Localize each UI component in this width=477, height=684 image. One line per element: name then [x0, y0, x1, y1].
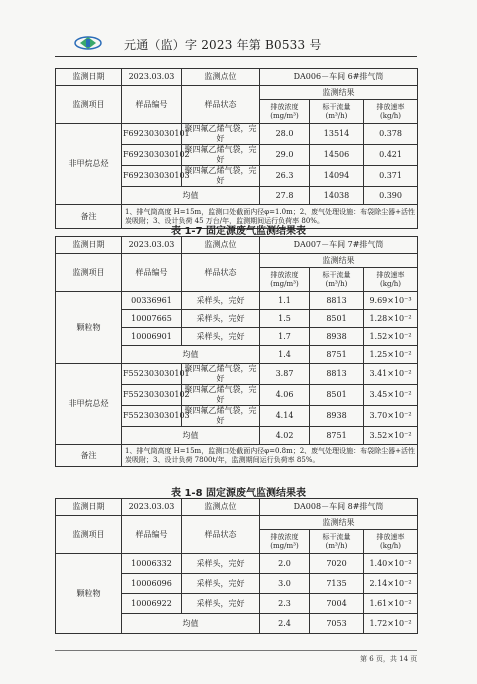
label-date: 监测日期: [56, 237, 122, 254]
col-rate: [364, 268, 418, 292]
conc-value: 2.3: [260, 594, 310, 614]
col-flow: [310, 100, 364, 124]
remark-label: 备注: [56, 205, 122, 229]
conc-value: 1.7: [260, 328, 310, 346]
col-flow: [310, 268, 364, 292]
point-value: DA007－车间 7#排气筒: [260, 237, 418, 254]
col-rate-unit: (kg/h): [379, 111, 402, 120]
label-item: 监测项目: [56, 516, 122, 554]
conc-value: 4.06: [260, 385, 310, 406]
flow-value: 8938: [310, 406, 364, 427]
label-state: 样品状态: [182, 86, 260, 124]
col-flow-unit: (m³/h): [325, 111, 348, 120]
sample-state: 聚四氟乙烯气袋，完好: [182, 406, 260, 427]
sample-state: 采样头，完好: [182, 292, 260, 310]
col-conc-label: 排放浓度: [270, 270, 299, 279]
col-rate-label: 排放速率: [376, 102, 405, 111]
document-number: 元通（监）字 2023 年第 B0533 号: [124, 38, 322, 52]
col-rate-unit: (kg/h): [379, 279, 402, 288]
conc-value: 4.14: [260, 406, 310, 427]
label-point: 监测点位: [182, 237, 260, 254]
sample-no: 10006922: [122, 594, 182, 614]
avg-flow: 8751: [310, 346, 364, 364]
table-da008: [55, 498, 418, 634]
rate-value: 1.40×10⁻²: [364, 554, 418, 574]
flow-value: 8938: [310, 328, 364, 346]
sample-no: 10006901: [122, 328, 182, 346]
label-item: 监测项目: [56, 86, 122, 124]
sample-state: 聚四氟乙烯气袋，完好: [182, 145, 260, 166]
rate-value: 3.41×10⁻²: [364, 364, 418, 385]
table-da006: [55, 68, 418, 229]
sample-state: 采样头，完好: [182, 574, 260, 594]
avg-rate: 1.25×10⁻²: [364, 346, 418, 364]
table-caption-1-7: 表 1-7 固定源废气监测结果表: [170, 226, 307, 237]
header-divider: [55, 56, 417, 57]
flow-value: 8501: [310, 385, 364, 406]
label-state: 样品状态: [182, 516, 260, 554]
col-conc-unit: (mg/m³): [270, 541, 299, 550]
flow-value: 8813: [310, 292, 364, 310]
col-flow-label: 标干流量: [322, 532, 351, 541]
col-conc: [260, 100, 310, 124]
avg-conc: 2.4: [260, 614, 310, 634]
col-conc: [260, 268, 310, 292]
avg-rate: 1.72×10⁻²: [364, 614, 418, 634]
rate-value: 0.371: [364, 166, 418, 187]
point-value: DA006－车间 6#排气筒: [260, 69, 418, 86]
sample-state: 采样头，完好: [182, 594, 260, 614]
sample-no: 10007665: [122, 310, 182, 328]
label-sample-no: 样品编号: [122, 254, 182, 292]
table-caption-1-8: 表 1-8 固定源废气监测结果表: [170, 488, 307, 499]
sample-no: F552303030101: [122, 364, 182, 385]
rate-value: 9.69×10⁻³: [364, 292, 418, 310]
flow-value: 14094: [310, 166, 364, 187]
col-flow-label: 标干流量: [322, 102, 351, 111]
col-rate-unit: (kg/h): [379, 541, 402, 550]
avg-rate: 0.390: [364, 187, 418, 205]
item-name: 颗粒物: [56, 292, 122, 364]
item-name: 颗粒物: [56, 554, 122, 634]
sample-no: F692303030103: [122, 166, 182, 187]
sample-state: 采样头，完好: [182, 310, 260, 328]
sample-state: 聚四氟乙烯气袋，完好: [182, 385, 260, 406]
rate-value: 0.421: [364, 145, 418, 166]
rate-value: 0.378: [364, 124, 418, 145]
date-value: 2023.03.03: [122, 499, 182, 516]
label-result: 监测结果: [260, 516, 418, 530]
table-row: [56, 124, 418, 145]
sample-no: 10006096: [122, 574, 182, 594]
sample-state: 聚四氟乙烯气袋，完好: [182, 166, 260, 187]
col-flow: [310, 530, 364, 554]
label-date: 监测日期: [56, 69, 122, 86]
table-row: [56, 554, 418, 574]
avg-label: 均值: [122, 346, 260, 364]
avg-label: 均值: [122, 187, 260, 205]
conc-value: 29.0: [260, 145, 310, 166]
sample-no: F692303030102: [122, 145, 182, 166]
sample-no: 10006332: [122, 554, 182, 574]
rate-value: 1.28×10⁻²: [364, 310, 418, 328]
sample-state: 聚四氟乙烯气袋，完好: [182, 364, 260, 385]
conc-value: 26.3: [260, 166, 310, 187]
page-number: 第 6 页，共 14 页: [360, 655, 418, 663]
label-sample-no: 样品编号: [122, 516, 182, 554]
item-name: 非甲烷总烃: [56, 364, 122, 445]
label-date: 监测日期: [56, 499, 122, 516]
col-conc-label: 排放浓度: [270, 102, 299, 111]
table-row: [56, 292, 418, 310]
col-flow-unit: (m³/h): [325, 279, 348, 288]
rate-value: 1.61×10⁻²: [364, 594, 418, 614]
label-state: 样品状态: [182, 254, 260, 292]
sample-no: F692303030101: [122, 124, 182, 145]
avg-rate: 3.52×10⁻²: [364, 427, 418, 445]
sample-no: 00336961: [122, 292, 182, 310]
flow-value: 7004: [310, 594, 364, 614]
flow-value: 8501: [310, 310, 364, 328]
col-conc-label: 排放浓度: [270, 532, 299, 541]
conc-value: 28.0: [260, 124, 310, 145]
conc-value: 2.0: [260, 554, 310, 574]
footer-divider: [55, 650, 417, 651]
sample-state: 聚四氟乙烯气袋，完好: [182, 124, 260, 145]
avg-label: 均值: [122, 614, 260, 634]
label-point: 监测点位: [182, 69, 260, 86]
sample-no: F552303030102: [122, 385, 182, 406]
flow-value: 7020: [310, 554, 364, 574]
col-rate-label: 排放速率: [376, 270, 405, 279]
remark-label: 备注: [56, 445, 122, 467]
col-flow-label: 标干流量: [322, 270, 351, 279]
table-da007: [55, 236, 418, 467]
rate-value: 1.52×10⁻²: [364, 328, 418, 346]
avg-label: 均值: [122, 427, 260, 445]
avg-flow: 8751: [310, 427, 364, 445]
col-rate-label: 排放速率: [376, 532, 405, 541]
label-result: 监测结果: [260, 254, 418, 268]
sample-no: F552303030103: [122, 406, 182, 427]
remark-text: 1、排气筒高度 H=15m，监测口处截面内径φ=0.8m；2、废气处理设施：布袋除尘器+活性炭吸附；3、设计负荷 7800t/年，监测期间运行负荷率 85%。: [122, 445, 418, 467]
avg-conc: 1.4: [260, 346, 310, 364]
col-conc: [260, 530, 310, 554]
point-value: DA008－车间 8#排气筒: [260, 499, 418, 516]
avg-conc: 27.8: [260, 187, 310, 205]
col-flow-unit: (m³/h): [325, 541, 348, 550]
conc-value: 3.87: [260, 364, 310, 385]
conc-value: 1.5: [260, 310, 310, 328]
date-value: 2023.03.03: [122, 69, 182, 86]
avg-conc: 4.02: [260, 427, 310, 445]
item-name: 非甲烷总烃: [56, 124, 122, 205]
company-logo-icon: [74, 34, 102, 52]
date-value: 2023.03.03: [122, 237, 182, 254]
flow-value: 7135: [310, 574, 364, 594]
col-conc-unit: (mg/m³): [270, 279, 299, 288]
conc-value: 1.1: [260, 292, 310, 310]
sample-state: 采样头，完好: [182, 554, 260, 574]
avg-flow: 7053: [310, 614, 364, 634]
sample-state: 采样头，完好: [182, 328, 260, 346]
rate-value: 2.14×10⁻²: [364, 574, 418, 594]
col-rate: [364, 100, 418, 124]
remark-text: 1、排气筒高度 H=15m，监测口处截面内径φ=1.0m；2、废气处理设施：布袋除尘器+活性炭吸附；3、设计负荷 45 万台/年，监测期间运行负荷率 80%。: [122, 205, 418, 229]
col-rate: [364, 530, 418, 554]
flow-value: 14506: [310, 145, 364, 166]
avg-flow: 14038: [310, 187, 364, 205]
label-item: 监测项目: [56, 254, 122, 292]
label-result: 监测结果: [260, 86, 418, 100]
table-row: [56, 364, 418, 385]
flow-value: 13514: [310, 124, 364, 145]
rate-value: 3.70×10⁻²: [364, 406, 418, 427]
conc-value: 3.0: [260, 574, 310, 594]
page-header: [74, 34, 414, 54]
rate-value: 3.45×10⁻²: [364, 385, 418, 406]
label-sample-no: 样品编号: [122, 86, 182, 124]
label-point: 监测点位: [182, 499, 260, 516]
col-conc-unit: (mg/m³): [270, 111, 299, 120]
flow-value: 8813: [310, 364, 364, 385]
